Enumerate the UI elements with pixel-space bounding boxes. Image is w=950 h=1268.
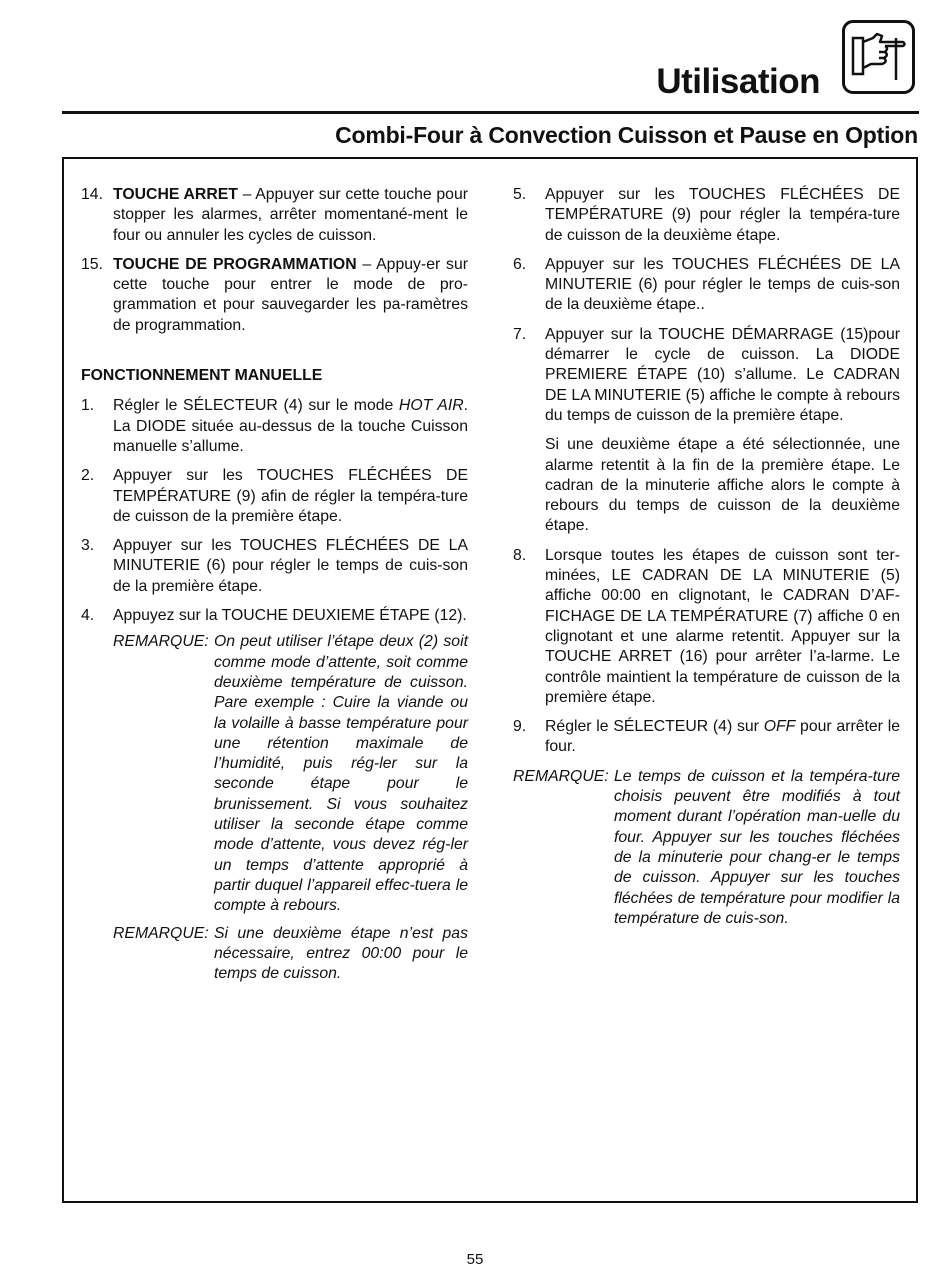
step-2: 2. Appuyer sur les TOUCHES FLÉCHÉES DE TEMPÉRATURE (9) afin de régler la tempéra-ture de cuisson de la première étape. — [81, 467, 468, 525]
item-label: TOUCHE DE PROGRAMMATION — [113, 255, 357, 273]
right-column — [513, 185, 900, 936]
list-item-14: 14. TOUCHE ARRET – Appuyer sur cette touche pour stopper les alarmes, arrêter momentané-ment le four ou annuler les cycles de cuisson. — [81, 186, 468, 244]
remark-3: REMARQUE: Le temps de cuisson et la tempéra-ture choisis peuvent être modifiés à tout moment durant l’opération man-uelle du four. Appuyer sur les touches fléchées de la minuterie pour chang-er le temps de cuisson. Appuyer sur les touches fléchées de température pour modifier la température de cuis-son. — [513, 767, 900, 927]
pointing-hand-icon — [842, 20, 915, 94]
step-3: 3. Appuyer sur les TOUCHES FLÉCHÉES DE LA MINUTERIE (6) pour régler le temps de cuis-son de la première étape. — [81, 537, 468, 595]
page-title: Utilisation — [656, 62, 820, 101]
step-8: 8. Lorsque toutes les étapes de cuisson sont ter-minées, LE CADRAN DE LA MINUTERIE (5) affiche 00:00 en clignotant, le CADRAN D’AF-FICHAGE DE LA TEMPÉRATURE (7) affiche 0 en clignotant et une alarme retentit. Appuyer sur la TOUCHE ARRET (16) pour arrêter l’a-larme. Le contrôle maintient la température de cuisson de la première étape. — [513, 546, 900, 706]
section-subtitle: Combi-Four à Convection Cuisson et Pause en Option — [335, 122, 918, 148]
left-column — [81, 185, 468, 991]
step-4: 4. Appuyez sur la TOUCHE DEUXIEME ÉTAPE (12). — [81, 607, 467, 625]
list-item-15: 15. TOUCHE DE PROGRAMMATION – Appuy-er sur cette touche pour entrer le mode de pro-grammation et pour sauvegarder les pa-ramètres de programmation. — [81, 255, 468, 334]
step-9: 9. Régler le SÉLECTEUR (4) sur OFF pour arrêter le four. — [513, 718, 900, 756]
section-heading: FONCTIONNEMENT MANUELLE — [81, 367, 323, 385]
step-7: 7. Appuyer sur la TOUCHE DÉMARRAGE (15)pour démarrer le cycle de cuisson. La DIODE PREMIERE ÉTAPE (10) s’allume. Le CADRAN DE LA MINUTERIE (5) affiche le compte à rebours du temps de cuisson de la première étape. Si une deuxième étape a été sélectionnée, une alarme retentit à la fin de la première étape. Le cadran de la minuterie affiche alors le compte à rebours du temps de cuisson de la deuxième étape. — [513, 325, 900, 535]
item-label: TOUCHE ARRET — [113, 186, 238, 203]
page-number: 55 — [466, 1251, 484, 1268]
step-5: 5. Appuyer sur les TOUCHES FLÉCHÉES DE TEMPÉRATURE (9) pour régler la tempéra-ture de cuisson de la deuxième étape. — [513, 186, 900, 244]
remark-1: REMARQUE: On peut utiliser l’étape deux (2) soit comme mode d’attente, soit comme deuxième température de cuisson. Pare exemple : Cuire la viande ou la volaille à basse température pour une rétention maximale de l’humidité, puis rég-ler sur la seconde étape pour le brunissement. Si vous souhaitez utiliser la seconde étape comme mode d’attente, vous devez rég-ler un temps d’attente approprié à partir duquel l’appareil effec-tuera le compte à rebours. — [113, 633, 468, 915]
header-rule — [62, 111, 919, 114]
remark-2: REMARQUE: Si une deuxième étape n’est pas nécessaire, entrez 00:00 pour le temps de cuisson. — [113, 924, 468, 983]
step-6: 6. Appuyer sur les TOUCHES FLÉCHÉES DE LA MINUTERIE (6) pour régler le temps de cuis-son de la deuxième étape.. — [513, 255, 900, 314]
step-1: 1. Régler le SÉLECTEUR (4) sur le mode HOT AIR. La DIODE située au-dessus de la touche Cuisson manuelle s’allume. — [81, 397, 469, 455]
